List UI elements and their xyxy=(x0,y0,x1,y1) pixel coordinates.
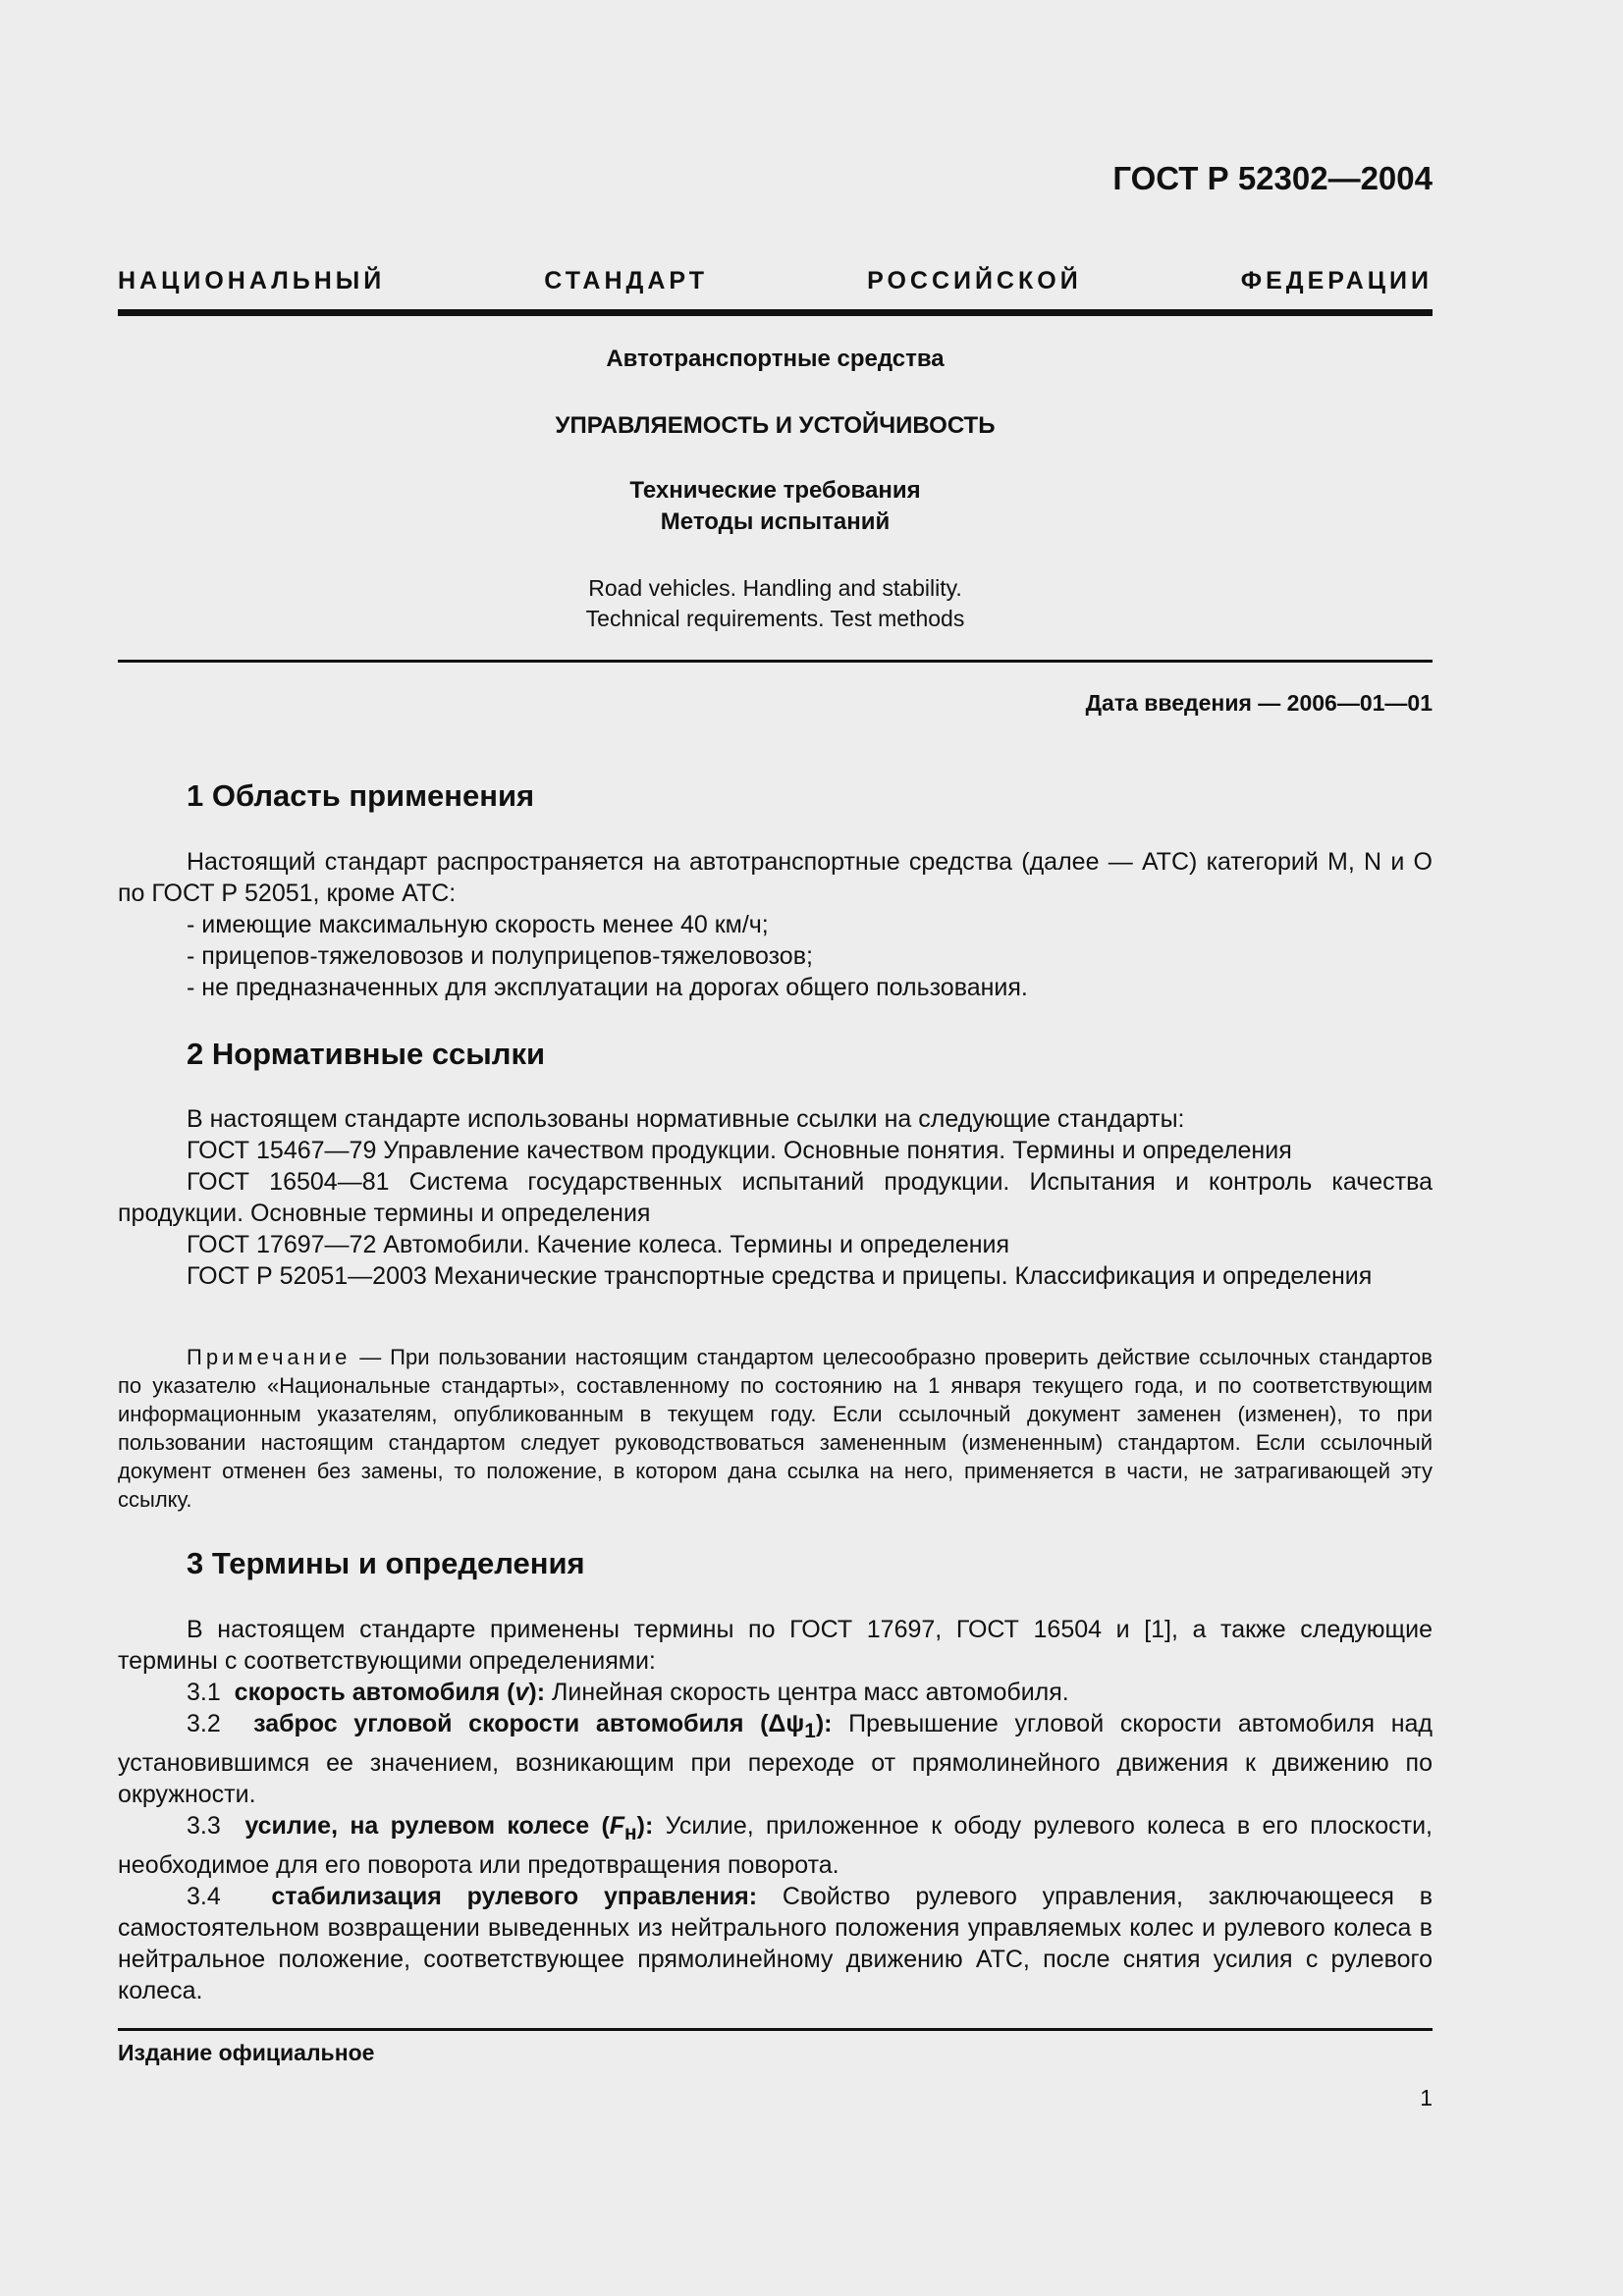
term-definition xyxy=(118,1708,1433,1810)
section-3-body xyxy=(118,1614,1433,2006)
reference-item: ГОСТ 15467—79 Управление качеством продукции. Основные понятия. Термины и определения xyxy=(187,1137,1292,1164)
header-rule xyxy=(118,309,1433,316)
banner-word: НАЦИОНАЛЬНЫЙ xyxy=(118,267,386,294)
section-1-heading: 1 Область применения xyxy=(187,778,535,813)
page-number: 1 xyxy=(1420,2085,1433,2110)
term-number: 3.2 xyxy=(187,1710,221,1737)
introduction-date: Дата введения — 2006—01—01 xyxy=(1085,690,1433,716)
term-number: 3.4 xyxy=(187,1883,221,1910)
term-text: Линейная скорость центра масс автомобиля. xyxy=(552,1679,1069,1706)
subtitle-methods: Методы испытаний xyxy=(660,508,891,535)
main-title: УПРАВЛЯЕМОСТЬ И УСТОЙЧИВОСТЬ xyxy=(555,412,996,439)
term-text: Усилие, приложенное к ободу рулевого колеса в его плоскости, необходимое для его поворота или предотвращения поворота. xyxy=(118,1812,1433,1879)
term-text: Свойство рулевого управления, заключающееся в самостоятельном возвращении выведенных из нейтрального положения управляемых колес и рулевого колеса в нейтральное положение, соответствующее прямолинейному движению АТС, после снятия усилия с рулевого колеса. xyxy=(118,1883,1433,2004)
section-3-heading: 3 Термины и определения xyxy=(187,1546,585,1580)
term-name: заброс угловой скорости автомобиля $(\Delta\psi_1)$: xyxy=(253,1710,833,1742)
term-number: 3.3 xyxy=(187,1812,221,1840)
note-label: Примечание xyxy=(187,1345,352,1369)
document-number: ГОСТ Р 52302—2004 xyxy=(1112,160,1433,196)
banner-word: ФЕДЕРАЦИИ xyxy=(1240,267,1433,294)
edition-label: Издание официальное xyxy=(118,2040,375,2065)
term-definition xyxy=(118,1810,1433,1881)
title-rule xyxy=(118,660,1433,663)
term-name: скорость автомобиля (v): xyxy=(234,1679,546,1706)
list-item: - не предназначенных для эксплуатации на дорогах общего пользования. xyxy=(187,974,1028,1001)
banner-word: РОССИЙСКОЙ xyxy=(867,267,1082,294)
category-title: Автотранспортные средства xyxy=(606,346,945,372)
subtitle-requirements: Технические требования xyxy=(629,477,921,504)
section-1-body xyxy=(118,846,1433,1003)
note-text: — При пользовании настоящим стандартом целесообразно проверить действие ссылочных стандартов по указателю «Национальные стандарты», составленному по состоянию на 1 января текущего года, и по соответствующим информационным указателям, опубликованным в текущем году. Если ссылочный документ заменен (изменен), то при пользовании настоящим стандартом следует руководствоваться замененным (измененным) стандартом. Если ссылочный документ отменен без замены, то положение, в котором дана ссылка на него, применяется в части, не затрагивающей эту ссылку. xyxy=(118,1345,1433,1512)
section-2-note xyxy=(118,1343,1433,1514)
term-definition xyxy=(118,1881,1433,2006)
list-item: - имеющие максимальную скорость менее 40 км/ч; xyxy=(187,911,769,938)
term-name: усилие, на рулевом колесе $(F_н)$: xyxy=(244,1812,654,1844)
term-text: Превышение угловой скорости автомобиля над установившимся ее значением, возникающим при переходе от прямолинейного движения к движению по окружности. xyxy=(118,1710,1433,1808)
banner-word: СТАНДАРТ xyxy=(544,267,709,294)
section-2-heading: 2 Нормативные ссылки xyxy=(187,1037,546,1071)
reference-item: ГОСТ 16504—81 Система государственных испытаний продукции. Испытания и контроль качества продукции. Основные термины и определения xyxy=(118,1168,1433,1227)
section-3-text: В настоящем стандарте применены термины по ГОСТ 17697, ГОСТ 16504 и [1], а также следующие термины с соответствующими определениями: xyxy=(118,1616,1433,1675)
list-item: - прицепов-тяжеловозов и полуприцепов-тяжеловозов; xyxy=(187,942,813,970)
section-1-text: Настоящий стандарт распространяется на автотранспортные средства (далее — АТС) категорий M, N и O по ГОСТ Р 52051, кроме АТС: xyxy=(118,848,1433,907)
section-2-text: В настоящем стандарте использованы нормативные ссылки на следующие стандарты: xyxy=(187,1105,1185,1133)
english-title-1: Road vehicles. Handling and stability. xyxy=(588,575,962,601)
english-title-2: Technical requirements. Test methods xyxy=(585,606,965,631)
reference-item: ГОСТ Р 52051—2003 Механические транспортные средства и прицепы. Классификация и определения xyxy=(187,1262,1373,1290)
term-number: 3.1 xyxy=(187,1679,221,1706)
term-definition xyxy=(118,1677,1433,1708)
term-name: стабилизация рулевого управления: xyxy=(271,1883,758,1910)
national-standard-banner xyxy=(118,267,1433,295)
footer-rule xyxy=(118,2028,1433,2031)
reference-item: ГОСТ 17697—72 Автомобили. Качение колеса. Термины и определения xyxy=(187,1231,1010,1258)
section-2-body xyxy=(118,1103,1433,1292)
